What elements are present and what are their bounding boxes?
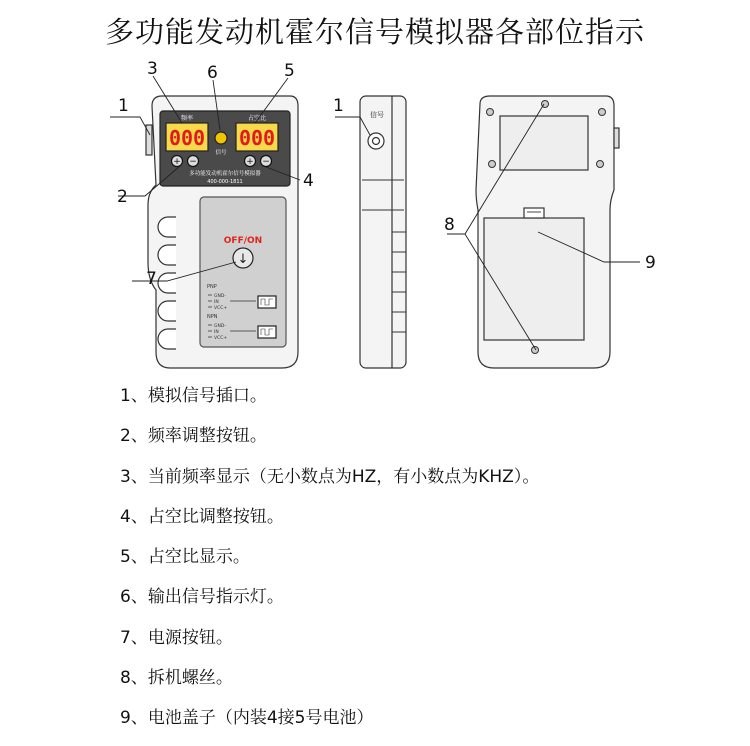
screw: [597, 161, 604, 168]
back-label-area: [500, 116, 588, 170]
screw: [599, 109, 606, 116]
callout-6: 6: [207, 63, 218, 83]
phone-number: 400-000-1811: [207, 179, 243, 185]
signal-label: 信号: [215, 150, 227, 156]
callout-9: 9: [645, 253, 656, 273]
duty-label: 占空比: [247, 115, 267, 122]
legend-item: 1、模拟信号插口。: [120, 386, 267, 406]
grip-bump: [158, 217, 176, 237]
battery-cover: [484, 218, 584, 340]
callout-8: 8: [444, 215, 455, 235]
lower-panel: [200, 197, 286, 347]
legend-item: 5、占空比显示。: [120, 547, 250, 568]
panel-text: 多功能发动机霍尔信号模拟器: [189, 171, 261, 177]
grip-bump: [158, 301, 176, 321]
npn-pin-gnd: GND-: [214, 324, 226, 329]
screw: [489, 161, 496, 168]
duty-minus-icon: −: [262, 157, 270, 167]
side-view: [360, 96, 406, 368]
callout-1-side: 1: [333, 96, 344, 116]
power-label: OFF/ON: [223, 236, 263, 246]
npn-pin-vcc: VCC+: [214, 336, 228, 341]
callout-5: 5: [284, 61, 295, 81]
callout-3: 3: [147, 59, 158, 79]
callout-4: 4: [303, 171, 314, 191]
npn-label: NPN: [207, 314, 218, 320]
legend-item: 4、占空比调整按钮。: [120, 506, 284, 527]
npn-pin-in: IN: [214, 330, 219, 335]
legend-item: 6、输出信号指示灯。: [120, 587, 284, 608]
screw: [487, 109, 494, 116]
legend-item: 9、电池盖子（内装4接5号电池）: [120, 708, 374, 729]
duty-plus-icon: +: [246, 157, 254, 167]
page-title: 多功能发动机霍尔信号模拟器各部位指示: [104, 15, 645, 49]
pnp-pin-in: IN: [214, 300, 219, 305]
pnp-pin-gnd: GND-: [214, 294, 226, 299]
signal-indicator-led: [215, 132, 227, 144]
frequency-minus-icon: −: [189, 157, 197, 167]
signal-port-inner: [373, 138, 380, 145]
grip-bump: [158, 273, 176, 293]
duty-display: 000: [238, 126, 276, 150]
pnp-label: PNP: [207, 284, 217, 290]
side-signal-label: 信号: [370, 111, 384, 119]
grip-bump: [158, 245, 176, 265]
legend-item: 3、当前频率显示（无小数点为HZ，有小数点为KHZ）。: [120, 466, 540, 487]
callout-7: 7: [146, 269, 157, 289]
callout-2: 2: [117, 187, 128, 207]
frequency-display: 000: [168, 126, 206, 150]
legend-item: 2、频率调整按钮。: [120, 426, 267, 447]
frequency-label: 频率: [180, 115, 194, 122]
pnp-pin-vcc: VCC+: [214, 306, 228, 311]
legend-list: [120, 383, 720, 746]
legend-item: 7、电源按钮。: [120, 627, 233, 648]
side-tab-right: [614, 128, 619, 148]
battery-cover-latch: [524, 208, 544, 218]
frequency-plus-icon: +: [173, 157, 181, 167]
grip-bump: [158, 329, 176, 349]
back-view: [476, 96, 619, 368]
power-arrow-icon: ↓: [237, 252, 249, 267]
legend-item: 8、拆机螺丝。: [120, 668, 233, 689]
callout-1: 1: [118, 96, 129, 116]
